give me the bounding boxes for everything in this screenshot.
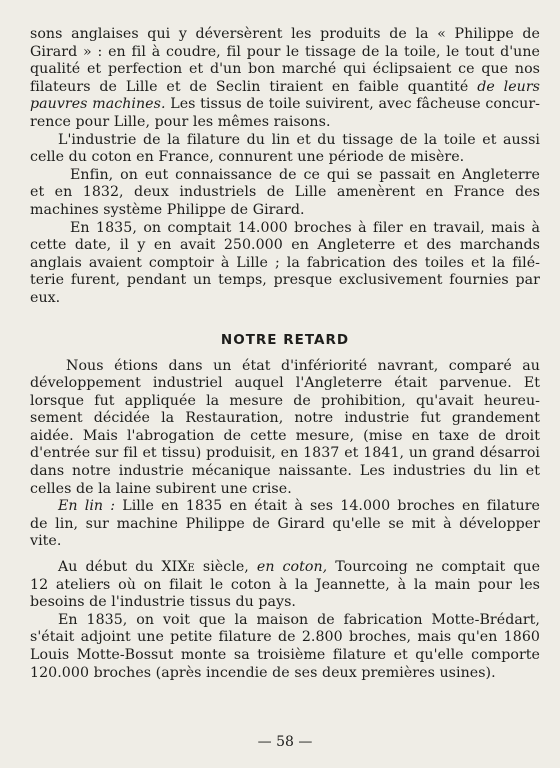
italic-text: En lin : — [58, 498, 116, 515]
text-line: sons anglaises qui y déversèrent les produits de la « Philippe de — [30, 26, 540, 42]
text-line: besoins de l'industrie tissus du pays. — [30, 594, 296, 611]
text-fragment: siècle, — [202, 559, 249, 576]
text-fragment: Tourcoing ne comptait que — [335, 559, 541, 576]
text-line: En 1835, on voit que la maison de fabrication Motte-Brédart, — [58, 611, 540, 628]
text-line: dans notre industrie mécanique naissante. Les industries du lin et — [30, 463, 540, 480]
text-fragment: Au début du — [58, 559, 154, 576]
text-line: 12 ateliers où on filait le coton à la Jeannette, à la main pour les — [30, 576, 540, 593]
italic-text: pauvres machines. — [30, 96, 166, 113]
text-line: rence pour Lille, pour les mêmes raisons. — [30, 113, 331, 130]
text-line: aidée. Mais l'abrogation de cette mesure, (mise en taxe de droit — [30, 427, 540, 444]
text-line: celles de la laine subirent une crise. — [30, 480, 292, 497]
paragraph-5 — [30, 358, 540, 499]
text-line: qualité et perfection et d'un bon marché qui éclipsaient ce que nos — [30, 61, 540, 78]
text-line — [30, 498, 540, 516]
italic-text: de leurs — [477, 78, 541, 95]
paragraph-6 — [30, 498, 540, 551]
book-page — [30, 26, 540, 756]
text-fragment: filateurs de Lille et de Seclin tiraient en faible quantité — [30, 78, 469, 95]
italic-text: en coton, — [256, 559, 328, 576]
text-line: anglais avaient comptoir à Lille ; la fabrication des toiles et la filé- — [30, 254, 540, 271]
text-line: 120.000 broches (après incendie de ses deux premières usines). — [30, 664, 496, 681]
text-line: de lin, sur machine Philippe de Girard qu'elle se mit à développer — [30, 515, 540, 532]
paragraph-8 — [30, 612, 540, 682]
text-line: Girard » : en fil à coudre, fil pour le tissage de la toile, le tout d'une — [30, 43, 540, 60]
text-line: sement décidée la Restauration, notre industrie fut grandement — [30, 410, 540, 427]
page-number: — 58 — — [257, 734, 313, 750]
section-heading: NOTRE RETARD — [220, 331, 350, 348]
text-line: En 1835, on comptait 14.000 broches à filer en travail, mais à — [70, 219, 540, 236]
text-line: machines système Philippe de Girard. — [30, 201, 305, 218]
text-line: celle du coton en France, connurent une période de misère. — [30, 149, 465, 166]
paragraph-3 — [30, 167, 540, 220]
paragraph-2 — [30, 132, 540, 167]
century-numeral: XIXe — [161, 559, 195, 576]
text-line — [30, 96, 540, 114]
text-line: vite. — [30, 533, 62, 550]
text-line — [30, 79, 540, 97]
text-line: Nous étions dans un état d'infériorité navrant, comparé au — [66, 357, 540, 374]
text-line: développement industriel auquel l'Angleterre était parvenue. Et — [30, 375, 540, 392]
paragraph-1 — [30, 26, 540, 132]
text-line: cette date, il y en avait 250.000 en Angleterre et des marchands — [30, 237, 540, 254]
text-line: terie furent, pendant un temps, presque exclusivement fournies par — [30, 272, 540, 289]
text-line: d'entrée sur fil et tissu) produisit, en 1837 et 1841, un grand désarroi — [30, 445, 540, 462]
paragraph-7 — [30, 559, 540, 612]
text-fragment: Les tissus de toile suivirent, avec fâcheuse concur- — [170, 96, 540, 113]
paragraph-4 — [30, 220, 540, 308]
text-line: s'était adjoint une petite filature de 2.800 broches, mais qu'en 1860 — [30, 629, 540, 646]
text-line — [30, 559, 540, 577]
text-line: L'industrie de la filature du lin et du tissage de la toile et aussi — [58, 131, 540, 148]
text-line: eux. — [30, 289, 61, 306]
text-fragment: Lille en 1835 en était à ses 14.000 broches en filature — [122, 498, 540, 515]
text-line: lorsque fut appliquée la mesure de prohibition, qu'avait heureu- — [30, 392, 540, 409]
text-line: Louis Motte-Bossut monte sa troisième filature et qu'elle comporte — [30, 647, 540, 663]
text-line: et en 1832, deux industriels de Lille amenèrent en France des — [30, 184, 540, 201]
text-line: Enfin, on eut connaissance de ce qui se passait en Angleterre — [70, 166, 540, 183]
